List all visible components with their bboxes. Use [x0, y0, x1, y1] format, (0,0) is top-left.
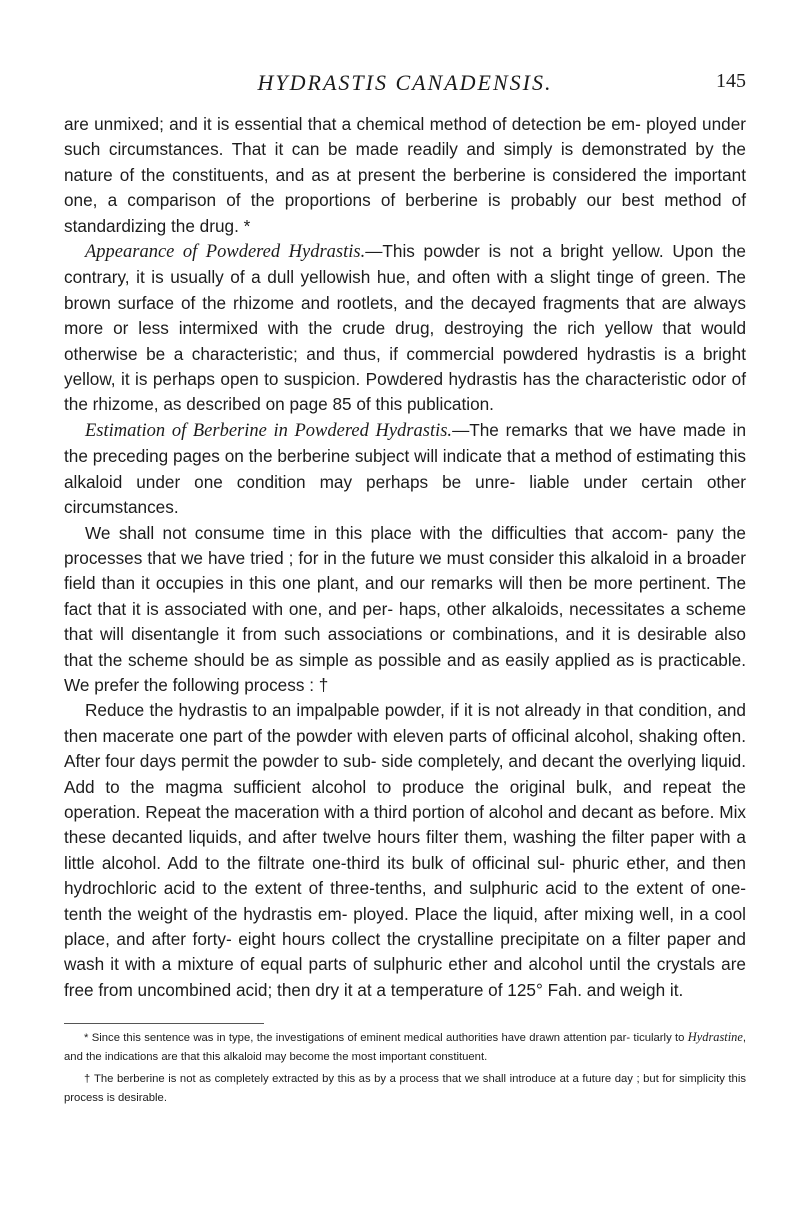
footnote-rule	[64, 1023, 264, 1024]
paragraph-difficulties	[64, 521, 746, 699]
body-text	[64, 112, 746, 1003]
section-heading-estimation: Estimation of Berberine in Powdered Hydrastis.	[85, 420, 453, 441]
section-heading-appearance: Appearance of Powdered Hydrastis.	[85, 242, 366, 263]
paragraph-process	[64, 698, 746, 1003]
paragraph-estimation	[64, 418, 746, 521]
paragraph-text: —The remarks that we have made in the preceding pages on the berberine subject will indicate that a method of estimating this alkaloid under one condition may perhaps be unre- liable under certain other circumstances.	[64, 419, 746, 518]
footnote-text: * Since this sentence was in type, the investigations of eminent medical authorities have drawn attention par- ticularly to	[84, 1032, 688, 1044]
page-header	[64, 70, 746, 110]
footnote-asterisk	[64, 1028, 746, 1067]
footnotes	[64, 1028, 746, 1111]
footnote-text: , and the indications are that this alkaloid may become the most important constituent.	[64, 1032, 746, 1063]
paragraph-continuation	[64, 112, 746, 239]
page-number: 145	[716, 70, 746, 92]
footnote-dagger	[64, 1070, 746, 1108]
footnote-italic-term: Hydrastine	[687, 1030, 743, 1044]
paragraph-text: —This powder is not a bright yellow. Upon the contrary, it is usually of a dull yellowish hue, and often with a slight tinge of green. The brown surface of the rhizome and rootlets, and the decayed fragments that are always more or less intermixed with the crude drug, destroying the rich yellow that would otherwise be a characteristic; and thus, if commercial powdered hydrastis is a bright yellow, it is perhaps open to suspicion. Powdered hydrastis has the characteristic odor of the rhizome, as described on page 85 of this publication.	[64, 241, 746, 415]
footnote-text: † The berberine is not as completely extracted by this as by a process that we shall introduce at a future day ; but for simplicity this process is desirable.	[64, 1073, 746, 1104]
paragraph-text: are unmixed; and it is essential that a chemical method of detection be em- ployed under such circumstances. That it can be made readily and simply is demonstrated by the nature of the constituents, and as at present the berberine is considered the important one, a comparison of the proportions of berberine is probably our best method of standardizing the drug. *	[64, 114, 746, 236]
paragraph-text: We shall not consume time in this place with the difficulties that accom- pany the processes that we have tried ; for in the future we must consider this alkaloid in a broader field than it occupies in this one plant, and our remarks will then be more pertinent. The fact that it is associated with one, and per- haps, other alkaloids, necessitates a scheme that will disentangle it from such associations or combinations, and it is desirable also that the scheme should be as simple as possible and as easily applied as is practicable. We prefer the following process : †	[64, 522, 746, 695]
running-title: HYDRASTIS CANADENSIS.	[257, 70, 553, 95]
paragraph-appearance	[64, 239, 746, 418]
paragraph-text: Reduce the hydrastis to an impalpable powder, if it is not already in that condition, and then macerate one part of the powder with eleven parts of officinal alcohol, shaking often. After four days permit the powder to sub- side completely, and decant the overlying liquid. Add to the magma sufficient alcohol to produce the original bulk, and repeat the operation. Repeat the maceration with a third portion of alcohol and decant as before. Mix these decanted liquids, and after twelve hours filter them, washing the filter paper with a little alcohol. Add to the filtrate one-third its bulk of officinal sul- phuric ether, and then hydrochloric acid to the extent of three-tenths, and sulphuric acid to the extent of one-tenth the weight of the hydrastis em- ployed. Place the liquid, after mixing well, in a cool place, and after forty- eight hours collect the crystalline precipitate on a filter paper and wash it with a mixture of equal parts of sulphuric ether and alcohol until the crystals are free from uncombined acid; then dry it at a temperature of 125° Fah. and weigh it.	[64, 700, 746, 1000]
